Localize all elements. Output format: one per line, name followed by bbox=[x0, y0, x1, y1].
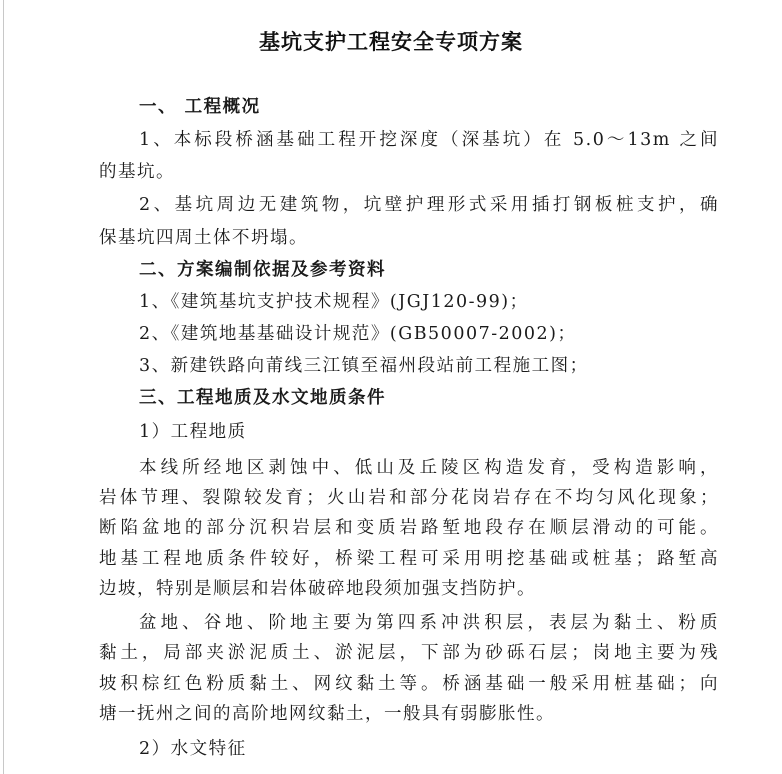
geology-paragraph-2-line-2: 黏土，局部夹淤泥质土、淤泥层，下部为砂砾石层；岗地主要为残 bbox=[99, 643, 719, 663]
geology-paragraph-1-line-1: 本线所经地区剥蚀中、低山及丘陵区构造发育，受构造影响， bbox=[139, 458, 719, 478]
overview-item-2-line-1: 2、基坑周边无建筑物，坑壁护理形式采用插打钢板桩支护，确 bbox=[139, 195, 719, 215]
subheading-engineering-geology: 1）工程地质 bbox=[139, 422, 247, 442]
reference-2: 2、《建筑地基基础设计规范》(GB50007-2002)； bbox=[139, 324, 577, 344]
geology-paragraph-1-line-4: 地基工程地质条件较好，桥梁工程可采用明挖基础或桩基；路堑高 bbox=[99, 549, 719, 569]
geology-paragraph-2-line-1: 盆地、谷地、阶地主要为第四系冲洪积层，表层为黏土、粉质 bbox=[139, 613, 719, 633]
reference-1: 1、《建筑基坑支护技术规程》(JGJ120-99)； bbox=[139, 292, 529, 312]
document-title: 基坑支护工程安全专项方案 bbox=[259, 29, 523, 54]
section-heading-geology: 三、工程地质及水文地质条件 bbox=[139, 388, 386, 408]
overview-item-2-line-2: 保基坑四周土体不坍塌。 bbox=[99, 228, 308, 248]
geology-paragraph-2-line-3: 坡积棕红色粉质黏土、网纹黏土等。桥涵基础一般采用桩基础；向 bbox=[99, 674, 719, 694]
page-edge-line bbox=[3, 0, 4, 774]
overview-item-1-line-1: 1、本标段桥涵基础工程开挖深度（深基坑）在 5.0～13m 之间 bbox=[139, 130, 719, 150]
section-heading-overview: 一、 工程概况 bbox=[139, 97, 261, 117]
reference-3: 3、新建铁路向莆线三江镇至福州段站前工程施工图； bbox=[139, 356, 589, 376]
geology-paragraph-1-line-3: 断陷盆地的部分沉积岩层和变质岩路堑地段存在顺层滑动的可能。 bbox=[99, 518, 719, 538]
overview-item-1-line-2: 的基坑。 bbox=[99, 162, 175, 182]
geology-paragraph-1-line-5: 边坡，特别是顺层和岩体破碎地段须加强支挡防护。 bbox=[99, 579, 536, 599]
geology-paragraph-2-line-4: 塘一抚州之间的高阶地网纹黏土，一般具有弱膨胀性。 bbox=[99, 704, 555, 724]
geology-paragraph-1-line-2: 岩体节理、裂隙较发育；火山岩和部分花岗岩存在不均匀风化现象； bbox=[99, 488, 719, 508]
section-heading-basis: 二、方案编制依据及参考资料 bbox=[139, 260, 386, 280]
subheading-hydrology: 2）水文特征 bbox=[139, 739, 247, 759]
